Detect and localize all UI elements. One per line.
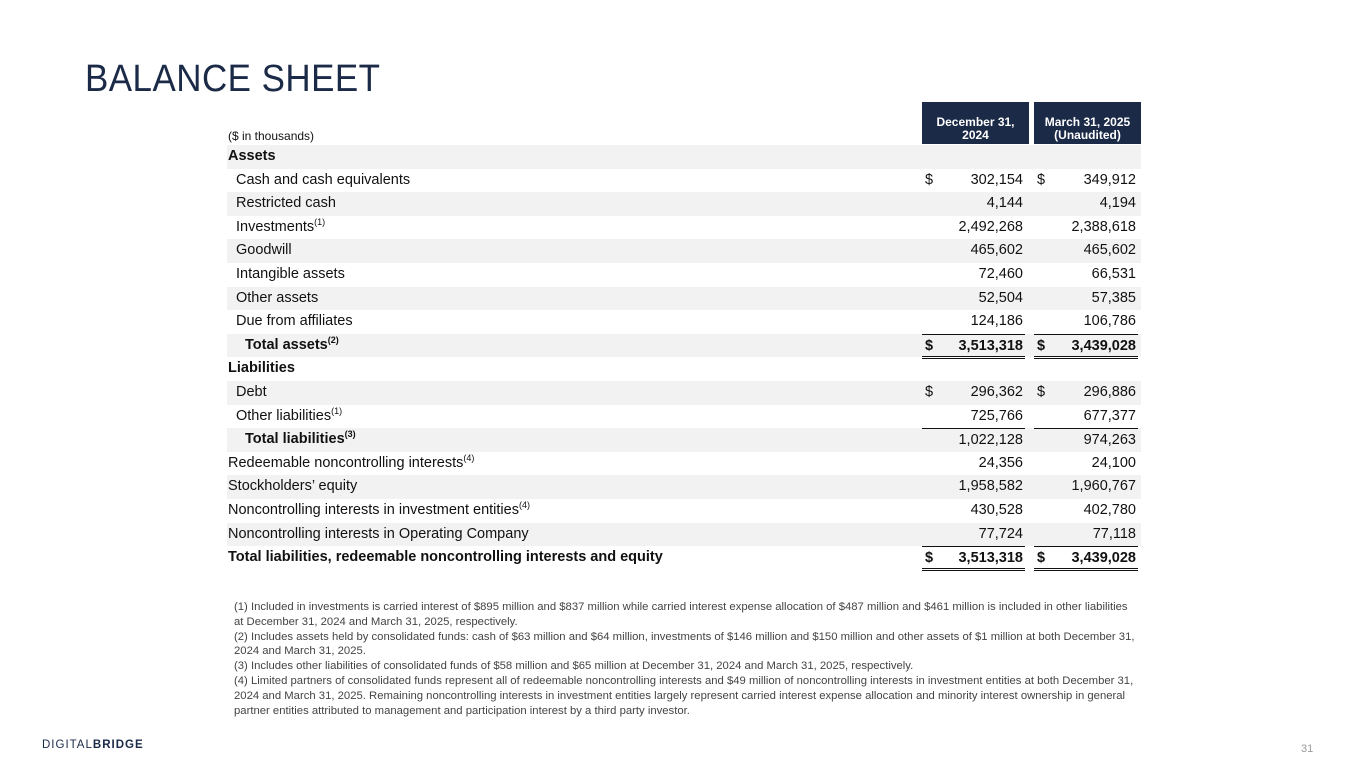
table-row (227, 287, 1141, 311)
table-row (227, 523, 1141, 547)
value-dec-2024: 2,492,268 (958, 218, 1023, 235)
value-dec-2024: 1,958,582 (958, 478, 1023, 495)
units-label: ($ in thousands) (228, 129, 315, 143)
company-logo: DIGITALBRIDGE (42, 739, 144, 751)
value-dec-2024: 77,724 (978, 525, 1023, 542)
value-dec-2024: 124,186 (970, 313, 1023, 330)
value-dec-2024: $ 302,154 (925, 171, 1023, 188)
row-label: Total assets$^{(2)}$ (245, 334, 339, 353)
value-mar-2025: 465,602 (1083, 242, 1136, 259)
column-header-mar-2025: March 31, 2025 (Unaudited) (1034, 102, 1141, 144)
value-mar-2025: 24,100 (1091, 454, 1136, 471)
row-label: Goodwill (236, 242, 292, 259)
row-label: Assets (228, 148, 276, 164)
table-row (227, 239, 1141, 263)
row-label: Restricted cash (236, 195, 336, 212)
page-number: 31 (1301, 743, 1314, 755)
footnote: (4) Limited partners of consolidated funds represent all of redeemable noncontrolling interests and $49 million of noncontrolling interests in investment entities at both December 31, 2024 and March 31, 2025. Remaining noncontrolling interests in investment entities largely represent carried interest expense allocation and minority interest ownership in general partner entities attributed to management and participation interest by a third party investor. (234, 674, 1134, 717)
value-mar-2025: 974,263 (1034, 428, 1138, 453)
value-mar-2025: 2,388,618 (1071, 218, 1136, 235)
row-label: Stockholders’ equity (228, 478, 358, 495)
value-mar-2025: 1,960,767 (1071, 478, 1136, 495)
value-dec-2024: 725,766 (970, 407, 1023, 424)
value-mar-2025: $ 3,439,028 (1034, 334, 1138, 359)
table-row (227, 145, 1141, 169)
value-dec-2024: 52,504 (978, 289, 1023, 306)
value-mar-2025: 57,385 (1091, 289, 1136, 306)
value-mar-2025: $ 349,912 (1037, 171, 1136, 188)
row-label: Total liabilities$^{(3)}$ (245, 429, 356, 448)
value-dec-2024: 1,022,128 (922, 428, 1025, 453)
row-label: Noncontrolling interests in investment entities$^{(4)}$ (228, 500, 530, 518)
row-label: Due from affiliates (236, 313, 353, 330)
value-dec-2024: $ 3,513,318 (922, 334, 1025, 359)
row-label: Other assets (236, 289, 319, 306)
table-row (227, 169, 1141, 193)
table-row (227, 381, 1141, 405)
value-mar-2025: $ 3,439,028 (1034, 546, 1138, 571)
value-dec-2024: 430,528 (970, 501, 1023, 518)
value-dec-2024: $ 3,513,318 (922, 546, 1025, 571)
row-label: Liabilities (228, 360, 295, 377)
value-mar-2025: 4,194 (1099, 195, 1136, 212)
table-row (227, 310, 1141, 334)
row-label: Redeemable noncontrolling interests$^{(4)}$ (228, 452, 475, 471)
value-dec-2024: 4,144 (986, 195, 1023, 212)
row-label: Debt (236, 383, 267, 400)
value-mar-2025: 77,118 (1092, 525, 1136, 542)
value-dec-2024: 72,460 (978, 265, 1023, 282)
table-row (227, 192, 1141, 216)
value-mar-2025: 106,786 (1083, 313, 1136, 330)
table-row (227, 405, 1141, 429)
footnotes (234, 600, 1139, 718)
row-label: Total liabilities, redeemable noncontrolling interests and equity (228, 549, 663, 566)
column-header-dec-2024: December 31, 2024 (922, 102, 1029, 144)
table-row-total (227, 428, 1141, 452)
footnote: (3) Includes other liabilities of consolidated funds of $58 million and $65 million at December 31, 2024 and March 31, 2025, respectively. (234, 660, 914, 673)
row-label: Noncontrolling interests in Operating Company (228, 525, 529, 542)
balance-sheet-table (227, 145, 1141, 570)
footnote: (1) Included in investments is carried interest of $895 million and $837 million while carried interest expense allocation of $487 million and $461 million is included in other liabilities at December 31, 2024 and March 31, 2025, respectively. (234, 601, 1128, 628)
value-dec-2024: 465,602 (970, 242, 1023, 259)
row-label: Investments$^{(1)}$ (236, 216, 326, 235)
table-row (227, 216, 1141, 240)
table-row (227, 357, 1141, 381)
table-row-total (227, 334, 1141, 358)
row-label: Other liabilities$^{(1)}$ (236, 405, 343, 424)
table-row (227, 452, 1141, 476)
value-dec-2024: $ 296,362 (925, 383, 1023, 400)
value-mar-2025: 66,531 (1091, 265, 1136, 282)
value-mar-2025: $ 296,886 (1037, 383, 1136, 400)
value-dec-2024: 24,356 (978, 454, 1023, 471)
table-row (227, 499, 1141, 523)
value-mar-2025: 677,377 (1083, 407, 1136, 424)
table-row-grand-total (227, 546, 1141, 570)
row-label: Cash and cash equivalents (236, 171, 411, 188)
row-label: Intangible assets (236, 265, 345, 282)
table-row (227, 475, 1141, 499)
footnote: (2) Includes assets held by consolidated funds: cash of $63 million and $64 million, investments of $146 million and $150 million and other assets of $1 million at both December 31, 2024 and March 31, 2025. (234, 630, 1135, 658)
page-title: BALANCE SHEET (85, 58, 381, 100)
table-row (227, 263, 1141, 287)
value-mar-2025: 402,780 (1083, 501, 1136, 518)
